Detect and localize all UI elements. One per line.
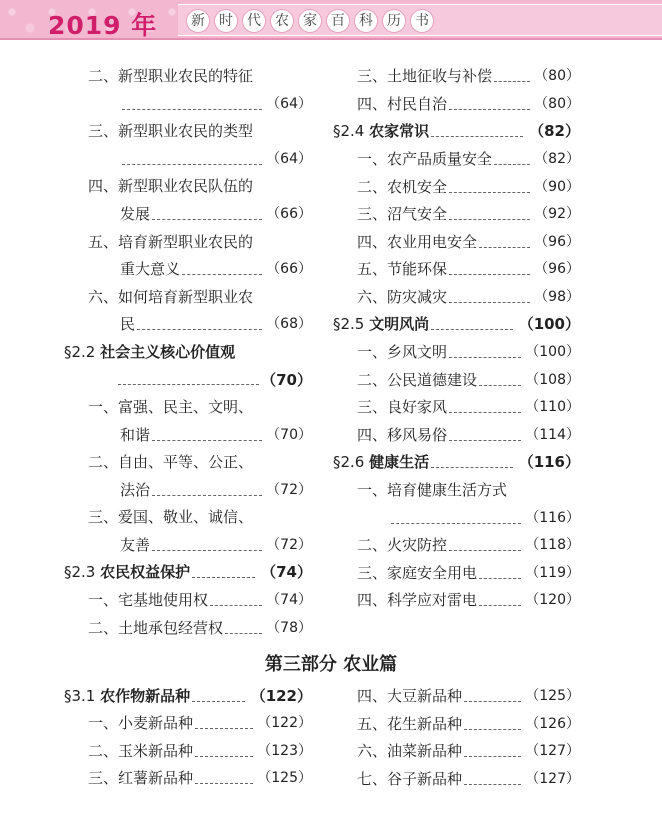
toc-entry-title: 发展 bbox=[120, 205, 151, 223]
toc-page-number: （126） bbox=[525, 715, 580, 732]
toc-page-number: （64） bbox=[266, 150, 312, 167]
toc-page-number: （100） bbox=[525, 344, 580, 360]
section-heading bbox=[333, 452, 515, 472]
section-number: §3.1 bbox=[64, 687, 101, 705]
toc-entry bbox=[357, 232, 532, 252]
toc-entry-title: 法治 bbox=[120, 480, 151, 499]
leader-dots bbox=[449, 209, 530, 220]
toc-entry-title: 二、土地承包经营权 bbox=[88, 618, 224, 637]
leader-dots bbox=[118, 374, 259, 385]
toc-entry bbox=[120, 425, 264, 445]
title-char: 时 bbox=[214, 9, 238, 33]
leader-dots bbox=[195, 718, 253, 729]
part-heading: 第三部分 农业篇 bbox=[264, 654, 398, 675]
toc-entry bbox=[357, 204, 532, 224]
title-char: 家 bbox=[298, 9, 322, 33]
toc-entry-title: 四、大豆新品种 bbox=[357, 687, 463, 705]
leader-dots bbox=[479, 375, 521, 386]
leader-dots bbox=[449, 99, 530, 110]
toc-page-number: （80） bbox=[534, 95, 580, 112]
leader-dots bbox=[449, 347, 521, 358]
toc-entry bbox=[88, 66, 253, 86]
toc-entry-title: 二、玉米新品种 bbox=[88, 741, 194, 760]
toc-entry-title: 五、节能环保 bbox=[357, 260, 448, 279]
toc-entry bbox=[357, 535, 523, 555]
section-number: §2.4 bbox=[333, 122, 370, 140]
toc-page-number: （64） bbox=[266, 95, 312, 112]
section-page-number: （74） bbox=[261, 563, 312, 581]
toc-entry bbox=[357, 342, 523, 362]
leader-dots bbox=[192, 691, 245, 702]
toc-page-number: （72） bbox=[266, 481, 312, 498]
leader-dots bbox=[449, 540, 521, 551]
leader-dots bbox=[449, 182, 530, 193]
toc-page-number: （114） bbox=[525, 426, 580, 443]
toc-entry-title: 六、防灾减灾 bbox=[357, 288, 448, 306]
toc-entry bbox=[120, 94, 264, 114]
section-page-number: （122） bbox=[250, 687, 312, 705]
toc-page-number: （110） bbox=[525, 399, 580, 416]
title-char: 百 bbox=[326, 9, 350, 33]
toc-entry bbox=[120, 314, 264, 334]
section-heading bbox=[64, 562, 257, 582]
leader-dots bbox=[479, 237, 530, 248]
section-page-number: （70） bbox=[261, 370, 312, 389]
toc-entry bbox=[88, 397, 253, 417]
toc-entry bbox=[120, 535, 264, 555]
toc-page-number: （98） bbox=[534, 289, 580, 305]
toc-entry bbox=[88, 618, 264, 638]
leader-dots bbox=[122, 154, 262, 165]
section-heading bbox=[64, 686, 247, 706]
toc-entry bbox=[120, 259, 264, 279]
leader-dots bbox=[431, 126, 523, 137]
toc-entry-title: 二、新型职业农民的特征 bbox=[88, 67, 254, 85]
leader-dots bbox=[122, 99, 262, 110]
leader-dots bbox=[449, 264, 530, 275]
toc-entry bbox=[120, 149, 264, 169]
leader-dots bbox=[152, 485, 262, 496]
toc-entry-title: 四、农业用电安全 bbox=[357, 232, 478, 251]
leader-dots bbox=[431, 319, 513, 330]
toc-page-number: （78） bbox=[266, 619, 312, 636]
section-title: 农民权益保护 bbox=[100, 563, 191, 581]
toc-page-number: （123） bbox=[257, 742, 312, 759]
toc-page-number: （125） bbox=[257, 770, 312, 787]
toc-entry-title: 四、新型职业农民队伍的 bbox=[88, 177, 254, 196]
leader-dots bbox=[494, 71, 530, 82]
section-heading bbox=[64, 342, 235, 362]
toc-entry-title: 三、沼气安全 bbox=[357, 205, 448, 224]
toc-entry bbox=[357, 370, 523, 390]
leader-dots bbox=[152, 209, 262, 220]
title-char: 历 bbox=[382, 9, 406, 33]
toc-entry bbox=[357, 480, 507, 500]
section-page-number: （116） bbox=[518, 453, 580, 471]
toc-entry bbox=[88, 452, 253, 472]
leader-dots bbox=[192, 567, 255, 578]
toc-entry-title: 三、爱国、敬业、诚信、 bbox=[88, 508, 254, 527]
page-header bbox=[0, 0, 662, 40]
book-title bbox=[186, 9, 434, 33]
toc-entry-title: 二、自由、平等、公正、 bbox=[88, 453, 254, 472]
toc-page-number: （90） bbox=[534, 178, 580, 195]
toc-entry-title: 六、如何培育新型职业农 bbox=[88, 287, 254, 306]
toc-page-number: （96） bbox=[534, 233, 580, 250]
toc-entry bbox=[120, 204, 264, 224]
toc-entry-title: 重大意义 bbox=[120, 260, 181, 279]
leader-dots bbox=[152, 540, 262, 551]
leader-dots bbox=[431, 457, 513, 468]
toc-entry bbox=[88, 232, 253, 252]
toc-page-number: （82） bbox=[534, 151, 580, 167]
title-char: 农 bbox=[270, 9, 294, 33]
toc-entry-title: 二、火灾防控 bbox=[357, 536, 448, 555]
toc-entry bbox=[357, 94, 532, 114]
toc-entry-title: 五、花生新品种 bbox=[357, 714, 463, 733]
toc-page-number: （80） bbox=[534, 68, 580, 84]
leader-dots bbox=[182, 264, 262, 275]
toc-page-number: （125） bbox=[525, 688, 580, 704]
toc-entry bbox=[120, 480, 264, 500]
toc-entry bbox=[357, 741, 523, 761]
toc-entry-title: 七、谷子新品种 bbox=[357, 769, 463, 788]
section-title: 社会主义核心价值观 bbox=[100, 343, 236, 361]
toc-entry-title: 一、富强、民主、文明、 bbox=[88, 398, 254, 416]
toc-entry bbox=[357, 686, 523, 706]
toc-entry-title: 友善 bbox=[120, 536, 151, 554]
toc-entry-title: 一、农产品质量安全 bbox=[357, 150, 493, 168]
leader-dots bbox=[464, 774, 521, 785]
leader-dots bbox=[195, 746, 253, 757]
leader-dots bbox=[210, 595, 262, 606]
section-number: §2.6 bbox=[333, 453, 370, 471]
leader-dots bbox=[479, 568, 521, 579]
leader-dots bbox=[464, 691, 521, 702]
toc-page-number: （66） bbox=[266, 206, 312, 222]
leader-dots bbox=[449, 430, 521, 441]
title-char: 代 bbox=[242, 9, 266, 33]
toc-entry-title: 一、乡风文明 bbox=[357, 343, 448, 361]
toc-entry bbox=[357, 714, 523, 734]
toc-entry bbox=[357, 287, 532, 307]
toc-entry bbox=[357, 66, 532, 86]
toc-entry bbox=[88, 590, 264, 610]
section-number: §2.3 bbox=[64, 563, 101, 581]
section-title: 农作物新品种 bbox=[100, 687, 191, 705]
toc-entry-title: 三、新型职业农民的类型 bbox=[88, 122, 254, 141]
toc-page-number: （116） bbox=[525, 509, 580, 526]
toc-page-number: （122） bbox=[257, 715, 312, 731]
toc-entry-title: 二、农机安全 bbox=[357, 177, 448, 196]
title-char: 科 bbox=[354, 9, 378, 33]
toc-entry bbox=[88, 121, 253, 141]
toc-entry bbox=[88, 176, 253, 196]
toc-page-number: （127） bbox=[525, 770, 580, 787]
title-char: 书 bbox=[410, 9, 434, 33]
section-page-number: （82） bbox=[529, 122, 580, 140]
toc-entry bbox=[357, 397, 523, 417]
toc-page-number: （118） bbox=[525, 537, 580, 554]
section-page-number: （100） bbox=[518, 315, 580, 333]
toc-entry bbox=[88, 768, 255, 788]
leader-dots bbox=[449, 292, 530, 303]
leader-dots bbox=[137, 319, 262, 330]
toc-entry-title: 五、培育新型职业农民的 bbox=[88, 232, 254, 251]
toc-page-number: （119） bbox=[525, 564, 580, 581]
toc-entry-title: 二、公民道德建设 bbox=[357, 370, 478, 389]
toc-entry-title: 六、油菜新品种 bbox=[357, 742, 463, 761]
leader-dots bbox=[391, 513, 521, 524]
section-number: §2.5 bbox=[333, 315, 370, 333]
toc-page-number: （108） bbox=[525, 371, 580, 388]
leader-dots bbox=[195, 773, 253, 784]
toc-entry-title: 三、良好家风 bbox=[357, 398, 448, 417]
leader-dots bbox=[449, 402, 521, 413]
section-number: §2.2 bbox=[64, 343, 101, 361]
leader-dots bbox=[225, 623, 262, 634]
section-title: 健康生活 bbox=[369, 453, 430, 471]
toc-page-number: （70） bbox=[266, 426, 312, 443]
toc-entry bbox=[357, 563, 523, 583]
section-title: 农家常识 bbox=[369, 122, 430, 140]
toc-entry bbox=[357, 259, 532, 279]
toc-entry-title: 和谐 bbox=[120, 425, 151, 444]
toc-entry-title: 一、培育健康生活方式 bbox=[357, 481, 508, 499]
toc-entry-title: 三、红薯新品种 bbox=[88, 769, 194, 788]
toc-page-number: （120） bbox=[525, 592, 580, 609]
toc-entry bbox=[357, 149, 532, 169]
toc-entry bbox=[88, 741, 255, 761]
toc-entry bbox=[88, 713, 255, 733]
section-heading bbox=[333, 314, 515, 334]
toc-entry-title: 民 bbox=[120, 315, 136, 334]
toc-entry-title: 四、移风易俗 bbox=[357, 425, 448, 444]
leader-dots bbox=[152, 430, 262, 441]
toc-entry bbox=[88, 507, 253, 527]
leader-dots bbox=[479, 595, 521, 606]
toc-entry-title: 四、村民自治 bbox=[357, 94, 448, 113]
leader-dots bbox=[464, 719, 521, 730]
toc-entry-title: 三、家庭安全用电 bbox=[357, 563, 478, 582]
title-char: 新 bbox=[186, 9, 210, 33]
toc-entry-title: 四、科学应对雷电 bbox=[357, 591, 478, 610]
toc-entry bbox=[389, 508, 523, 528]
year-label: 2019 年 bbox=[48, 11, 158, 40]
toc-page-number: （68） bbox=[266, 316, 312, 333]
toc-page-number: （92） bbox=[534, 206, 580, 223]
leader-dots bbox=[494, 154, 530, 165]
toc-entry bbox=[357, 590, 523, 610]
toc-page-number: （96） bbox=[534, 261, 580, 278]
toc-entry bbox=[88, 287, 253, 307]
toc-page-number: （66） bbox=[266, 261, 312, 278]
toc-entry-title: 一、小麦新品种 bbox=[88, 714, 194, 732]
section-title: 文明风尚 bbox=[369, 315, 430, 333]
toc-entry-title: 三、土地征收与补偿 bbox=[357, 67, 493, 85]
toc-entry bbox=[357, 425, 523, 445]
section-heading bbox=[333, 121, 525, 141]
toc-entry bbox=[357, 769, 523, 789]
toc-entry bbox=[357, 177, 532, 197]
toc-entry-title: 一、宅基地使用权 bbox=[88, 591, 209, 609]
toc-page-number: （72） bbox=[266, 537, 312, 553]
toc-page-number: （74） bbox=[266, 592, 312, 608]
toc-page-number: （127） bbox=[525, 743, 580, 760]
leader-dots bbox=[464, 746, 521, 757]
